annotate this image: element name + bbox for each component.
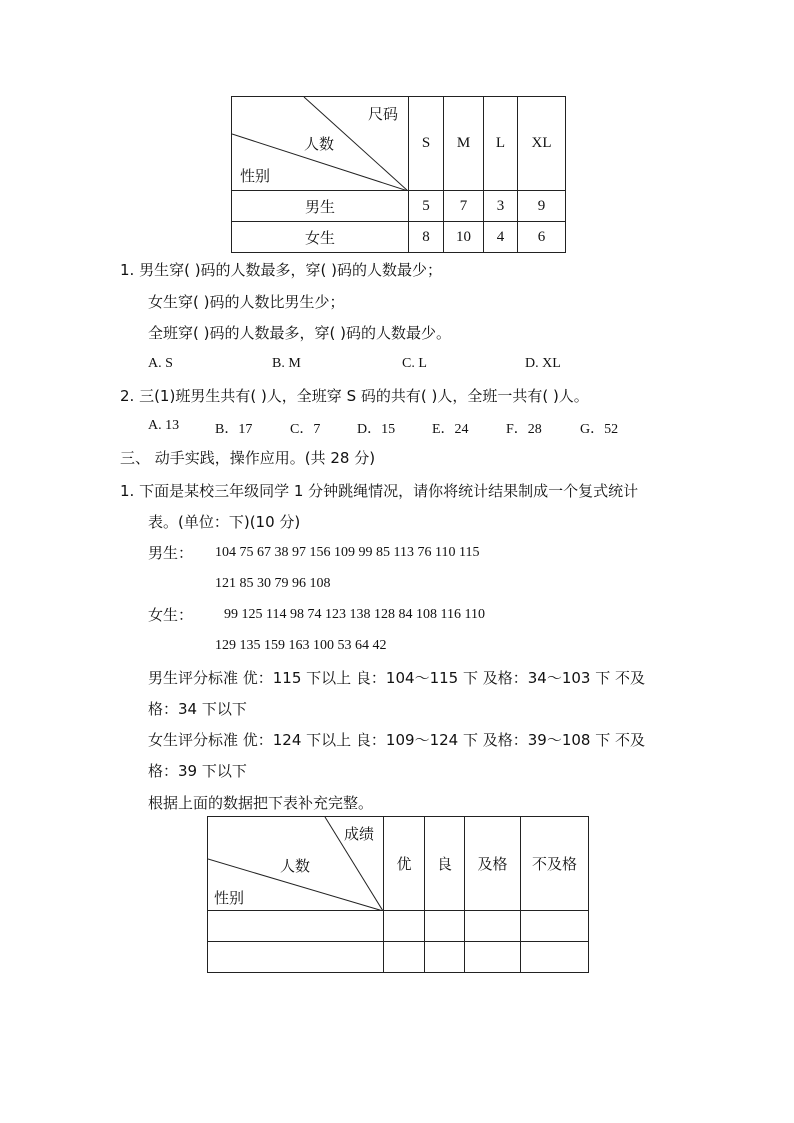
col-l: L (484, 97, 518, 191)
header-count: 人数 (280, 857, 311, 875)
table-row (208, 942, 589, 973)
blank-cell[interactable] (208, 911, 384, 942)
blank-cell[interactable] (521, 942, 589, 973)
blank-cell[interactable] (384, 911, 425, 942)
girls-data-row2: 129 135 159 163 100 53 64 42 (215, 638, 387, 653)
q1-line3: 全班穿( )码的人数最多，穿( )码的人数最少。 (148, 324, 451, 342)
size-table (231, 96, 566, 253)
q1-line2: 女生穿( )码的人数比男生少； (148, 293, 345, 311)
header-gender: 性别 (214, 889, 245, 907)
instruction: 根据上面的数据把下表补充完整。 (148, 794, 374, 812)
header-count: 人数 (304, 135, 335, 153)
cell: 5 (409, 191, 444, 222)
row-label-girls: 女生 (232, 222, 409, 253)
s3-q1-line2: 表。(单位：下)(10 分) (148, 513, 301, 531)
size-table-diagonal-header (232, 97, 409, 191)
boys-data-row2: 121 85 30 79 96 108 (215, 576, 331, 591)
girls-standard-line2: 格：39 下以下 (148, 762, 247, 780)
row-label-boys: 男生 (232, 191, 409, 222)
section3-title: 三、 动手实践，操作应用。(共 28 分) (120, 449, 376, 467)
q2-option-b: B．17 (215, 422, 253, 437)
col-fail: 不及格 (521, 817, 589, 911)
q2-option-c: C．7 (290, 422, 321, 437)
q2-option-g: G．52 (580, 422, 619, 437)
blank-cell[interactable] (425, 911, 465, 942)
col-pass: 及格 (465, 817, 521, 911)
blank-cell[interactable] (425, 942, 465, 973)
q1-option-c: C. L (402, 356, 427, 371)
blank-cell[interactable] (384, 942, 425, 973)
girls-standard-line1: 女生评分标准 优：124 下以上 良：109～124 下 及格：39～108 下 不及 (148, 731, 645, 749)
header-size: 尺码 (368, 105, 399, 123)
blank-cell[interactable] (465, 911, 521, 942)
boys-standard-line2: 格：34 下以下 (148, 700, 247, 718)
score-table-diagonal-header (208, 817, 384, 911)
table-row (232, 191, 566, 222)
blank-cell[interactable] (465, 942, 521, 973)
cell: 3 (484, 191, 518, 222)
cell: 8 (409, 222, 444, 253)
girls-data-row1: 99 125 114 98 74 123 138 128 84 108 116 110 (224, 607, 485, 622)
table-row (232, 222, 566, 253)
q1-line1: 1. 男生穿( )码的人数最多，穿( )码的人数最少； (120, 261, 443, 279)
boys-data-row1: 104 75 67 38 97 156 109 99 85 113 76 110 115 (215, 545, 480, 560)
q2-option-f: F．28 (506, 422, 542, 437)
q2-option-e: E．24 (432, 422, 469, 437)
q2-option-a: A. 13 (148, 418, 180, 433)
girls-label: 女生： (148, 606, 194, 624)
cell: 4 (484, 222, 518, 253)
cell: 6 (518, 222, 566, 253)
q1-option-d: D. XL (525, 356, 561, 371)
cell: 9 (518, 191, 566, 222)
boys-label: 男生： (148, 544, 194, 562)
blank-cell[interactable] (521, 911, 589, 942)
q2-line1: 2. 三(1)班男生共有( )人，全班穿 S 码的共有( )人，全班一共有( )人。 (120, 387, 589, 405)
cell: 7 (444, 191, 484, 222)
col-good: 良 (425, 817, 465, 911)
q1-option-b: B. M (272, 356, 301, 371)
col-s: S (409, 97, 444, 191)
s3-q1-line1: 1. 下面是某校三年级同学 1 分钟跳绳情况，请你将统计结果制成一个复式统计 (120, 482, 639, 500)
col-xl: XL (518, 97, 566, 191)
cell: 10 (444, 222, 484, 253)
col-m: M (444, 97, 484, 191)
q2-option-d: D．15 (357, 422, 396, 437)
boys-standard-line1: 男生评分标准 优：115 下以上 良：104～115 下 及格：34～103 下 不及 (148, 669, 645, 687)
score-table (207, 816, 589, 973)
table-row (208, 911, 589, 942)
blank-cell[interactable] (208, 942, 384, 973)
q1-option-a: A. S (148, 356, 173, 371)
header-score: 成绩 (344, 825, 375, 843)
col-excellent: 优 (384, 817, 425, 911)
header-gender: 性别 (240, 167, 271, 185)
